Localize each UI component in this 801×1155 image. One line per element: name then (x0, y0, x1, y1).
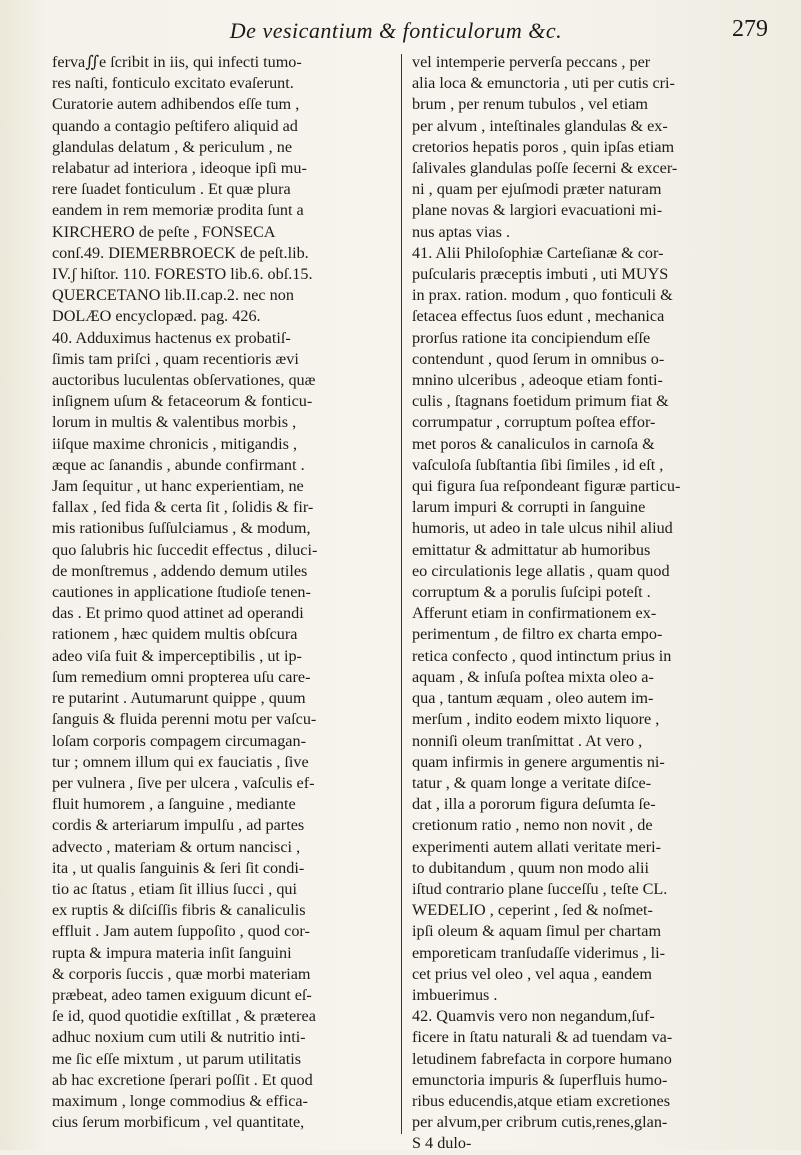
text-line: Curatorie autem adhibendos eſſe tum , (52, 95, 300, 114)
text-line: DOLÆO encyclopæd. pag. 426. (52, 307, 261, 326)
text-line: emunctoria impuris & ſuperfluis humo- (412, 1070, 668, 1089)
text-line: effluit . Jam autem ſuppoſito , quod cor- (52, 922, 310, 941)
text-line: to dubitandum , quum non modo alii (412, 858, 649, 877)
text-line: loſam corporis compagem circumagan- (52, 731, 306, 750)
text-line: S 4 dulo- (412, 1134, 472, 1153)
text-line: auctoribus luculentas obſervationes, quæ (52, 371, 316, 390)
text-line: nus aptas vias . (412, 222, 511, 241)
text-line: tatur , & quam longe a veritate diſce- (412, 773, 652, 792)
text-line: alia loca & emunctoria , uti per cutis cri- (412, 74, 675, 93)
text-line: res naſti, fonticulo excitato evaſerunt. (52, 74, 294, 93)
text-line: letudinem fabrefacta in corpore humano (412, 1049, 672, 1068)
text-line: corruptum & a porulis ſuſcipi poteſt . (412, 583, 651, 602)
text-line: ex ruptis & diſciſſis fibris & canaliculis (52, 901, 306, 920)
text-line: ita , ut qualis ſanguinis & ſeri ſit condi- (52, 858, 305, 877)
text-line: adeo viſa fuit & imperceptibilis , ut ip- (52, 646, 302, 665)
text-line: vel intemperie perverſa peccans , per (412, 53, 651, 71)
text-line: & corporis ſuccis , quæ morbi materiam (52, 964, 311, 983)
text-line: cretionum ratio , nemo non novit , de (412, 816, 653, 835)
text-line: contendunt , quod ſerum in omnibus o- (412, 349, 665, 368)
text-line: mnino ulceribus , adeoque etiam fonti- (412, 371, 663, 390)
text-line: cretorios hepatis poros , quin ipſas etiam (412, 137, 675, 156)
text-line: retica confecto , quod intinctum prius in (412, 646, 672, 665)
text-line: qua , tantum æquam , oleo autem im- (412, 689, 654, 708)
text-line: puſcularis præceptis imbuti , uti MUYS (412, 265, 669, 284)
text-line: rationem , hæc quidem multis obſcura (52, 625, 298, 644)
text-line: ſanguis & fluida perenni motu per vaſcu- (52, 710, 317, 729)
right-text-column (412, 52, 762, 1155)
text-line: merſum , indito eodem mixto liquore , (412, 710, 660, 729)
text-line: mis rationibus ſuſſulciamus , & modum, (52, 519, 311, 538)
text-line: fluit humorem , a ſanguine , mediante (52, 795, 296, 814)
text-line: iiſque maxime chronicis , mitigandis , (52, 434, 298, 453)
text-line: 42. Quamvis vero non negandum,ſuf- (412, 1007, 655, 1026)
text-line: ſe id, quod quotidie exſtillat , & præterea (52, 1007, 316, 1026)
text-line: emporeticam tranſudaſſe viderimus , li- (412, 943, 666, 962)
text-line: glandulas delatum , & periculum , ne (52, 137, 293, 156)
text-line: plane novas & largiori evacuationi mi- (412, 201, 663, 220)
text-line: quando a contagio peſtifero aliquid ad (52, 116, 298, 135)
text-line: qui figura ſua reſpondeant figuræ particu- (412, 477, 681, 496)
text-line: cordis & arteriarum impulſu , ad partes (52, 816, 305, 835)
text-line: per vulnera , ſive per ulcera , vaſculis ef- (52, 773, 315, 792)
text-line: eo circulationis lege allatis , quam quod (412, 561, 670, 580)
text-line: perimentum , de filtro ex charta empo- (412, 625, 663, 644)
text-line: præbeat, adeo tamen exiguum dicunt eſ- (52, 985, 312, 1004)
page-header (56, 14, 776, 50)
text-line: brum , per renum tubulos , vel etiam (412, 95, 649, 114)
text-line: ipſi oleum & aquam ſimul per chartam (412, 922, 662, 941)
text-line: corrumpatur , corruptum poſtea effor- (412, 413, 656, 432)
text-line: me ſic eſſe mixtum , ut parum utilitatis (52, 1049, 302, 1068)
text-line: WEDELIO , ceperint , ſed & noſmet- (412, 901, 653, 920)
text-line: 41. Alii Philoſophiæ Carteſianæ & cor- (412, 243, 664, 262)
text-line: ſimis tam priſci , quam recentioris ævi (52, 349, 299, 368)
text-line: tur ; omnem illum qui ex fauciatis , ſive (52, 752, 309, 771)
text-line: IV.ʃ hiſtor. 110. FORESTO lib.6. obſ.15. (52, 265, 313, 284)
text-line: met poros & canaliculos in carnoſa & (412, 434, 655, 453)
text-line: tio ac ſtatus , etiam ſit illius ſucci , qui (52, 879, 298, 898)
left-text-column (52, 52, 392, 1133)
text-line: re putarint . Autumarunt quippe , quum (52, 689, 306, 708)
running-title: De vesicantium & fonticulorum &c. (229, 18, 563, 43)
text-line: imbuerimus . (412, 985, 498, 1004)
text-line: rupta & impura materia inſit ſanguini (52, 943, 292, 962)
text-line: fallax , ſed fida & certa ſit , ſolidis & fir- (52, 498, 314, 517)
text-line: vaſculoſa ſubſtantia ſibi ſimiles , id eſt , (412, 455, 664, 474)
text-line: quam infirmis in genere argumentis ni- (412, 752, 665, 771)
text-line: iſtud contrario plane ſucceſſu , teſte CL. (412, 879, 668, 898)
text-line: lorum in multis & valentibus morbis , (52, 413, 297, 432)
text-line: nonniſi oleum tranſmittat . At vero , (412, 731, 643, 750)
text-line: emittatur & admittatur ab humoribus (412, 540, 651, 559)
text-line: ficere in ſtatu naturali & ad tuendam va- (412, 1028, 673, 1047)
text-line: relabatur ad interiora , ideoque ipſi mu- (52, 159, 307, 178)
text-line: prorſus ratione ita concipiendum eſſe (412, 328, 651, 347)
text-line: eandem in rem memoriæ prodita ſunt a (52, 201, 304, 220)
column-divider (401, 54, 402, 1134)
text-line: conſ.49. DIEMERBROECK de peſt.lib. (52, 243, 309, 262)
text-line: maximum , longe commodius & effica- (52, 1091, 308, 1110)
text-line: 40. Adduximus hactenus ex probatiſ- (52, 328, 291, 347)
text-line: in prax. ration. modum , quo fonticuli & (412, 286, 673, 305)
text-line: das . Et primo quod attinet ad operandi (52, 604, 304, 623)
text-line: ſum remedium omni propterea uſu care- (52, 667, 311, 686)
text-line: Afferunt etiam in confirmationem ex- (412, 604, 657, 623)
text-line: QUERCETANO lib.II.cap.2. nec non (52, 286, 294, 305)
text-line: cet prius vel oleo , vel aqua , eandem (412, 964, 653, 983)
text-line: ribus educendis,atque etiam excretiones (412, 1091, 671, 1110)
page-number: 279 (732, 16, 768, 42)
text-line: ferva∬e ſcribit in iis, qui infecti tumo- (52, 53, 302, 71)
text-line: advecto , materiam & ortum nancisci , (52, 837, 301, 856)
text-line: cius ſerum morbificum , vel quantitate, (52, 1113, 305, 1132)
text-line: de monſtremus , addendo demum utiles (52, 561, 308, 580)
text-line: experimenti autem allati veritate meri- (412, 837, 661, 856)
text-line: quo ſalubris hic ſuccedit effectus , diluci- (52, 540, 318, 559)
text-line: ab hac excretione ſperari poſſit . Et quod (52, 1070, 313, 1089)
text-line: per alvum,per cribrum cutis,renes,glan- (412, 1113, 668, 1132)
text-line: ni , quam per ejuſmodi præter naturam (412, 180, 662, 199)
text-line: rere ſuadet fonticulum . Et quæ plura (52, 180, 291, 199)
text-line: KIRCHERO de peſte , FONSECA (52, 222, 276, 241)
text-line: culis , ſtagnans foetidum primum fiat & (412, 392, 669, 411)
text-line: inſignem uſum & fetaceorum & fonticu- (52, 392, 313, 411)
text-line: humoris, ut adeo in tale ulcus nihil aliud (412, 519, 673, 538)
text-line: ſetacea effectus ſuos edunt , mechanica (412, 307, 665, 326)
text-line: adhuc noxium cum utili & nutritio inti- (52, 1028, 306, 1047)
text-line: per alvum , inteſtinales glandulas & ex- (412, 116, 668, 135)
text-line: Jam ſequitur , ut hanc experientiam, ne (52, 477, 304, 496)
text-line: ſalivales glandulas poſſe ſecerni & excer- (412, 159, 678, 178)
text-line: æque ac ſanandis , abunde confirmant . (52, 455, 305, 474)
text-line: cautiones in applicatione ſtudioſe tenen- (52, 583, 311, 602)
text-line: larum impuri & corrupti in ſanguine (412, 498, 646, 517)
text-line: aquam , & inſuſa poſtea mixta oleo a- (412, 667, 654, 686)
text-line: dat , illa a pororum figura deſumta ſe- (412, 795, 656, 814)
